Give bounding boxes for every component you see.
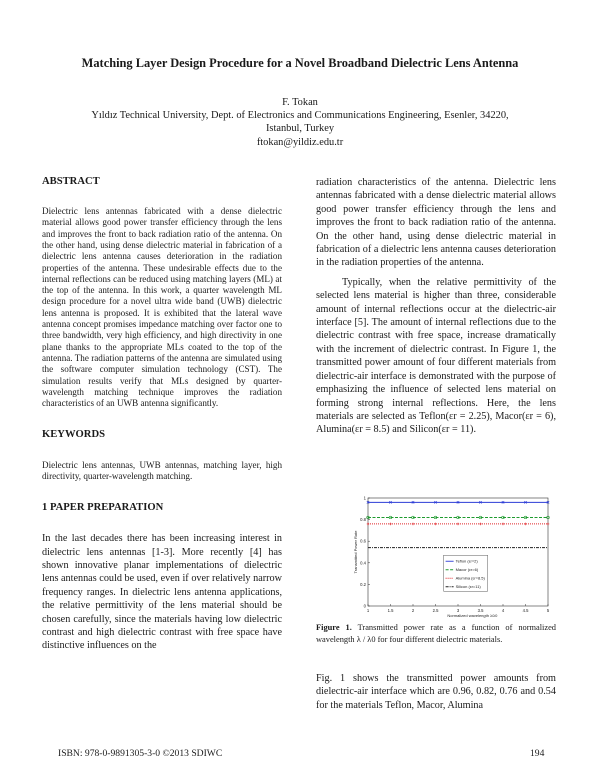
y-tick-label: 0.2 xyxy=(360,581,366,587)
author-email: ftokan@yildiz.edu.tr xyxy=(256,136,344,148)
y-tick-label: 0.6 xyxy=(360,538,366,544)
keywords-text: Dielectric lens antennas, UWB antennas, matching layer, high directivity, quarter-wavelength matching. xyxy=(42,459,282,481)
x-tick-label: 3 xyxy=(456,608,460,613)
section-1-text: In the last decades there has been increasing interest in dielectric lens antennas [1-3]. More recently [4] has shown innovative planar implementations of dielectric lens antennas could be used, even if over relatively narrow frequency ranges. In dielectric lens antenna applications, the relative permittivity of the lens material should be chosen carefully, since the materials having low dielectric contrast and high dielectric contrast with free space have distinctive influences on the xyxy=(42,533,282,652)
y-tick-label: 0.8 xyxy=(360,517,366,523)
abstract-text: Dielectric lens antennas fabricated with a dense dielectric material allows good power transfer efficiency through the lens and improves the front to back radiation ratio of the antenna. On the other hand, using dense dielectric material in fabrication of a dielectric lens antenna causes deterioration in the radiation properties of the antenna. These undesirable effects due to the internal reflections can be reduced using matching layers (ML) at the top of the antenna. In this work, a quarter wavelength ML design procedure for a novel ultra wide band (UWB) dielectric lens antenna is proposed. It is exhibited that the lateral wave antenna concept promises impedance matching over factor one to three bandwidth, very high efficiency, and high directivity in one plane thanks to the appropriate MLs coated to the top of the antenna. The radiation patterns of the antenna are simulated using the software computer simulation technology (CST). The simulation results verify that MLs designed by quarter-wavelength matching technique improves the radiation characteristics of an UWB antenna significantly. xyxy=(42,206,282,409)
abstract-heading: ABSTRACT xyxy=(42,176,100,187)
x-tick-label: 4.5 xyxy=(522,608,529,613)
right-paragraph-1: radiation characteristics of the antenna. Dielectric lens antennas fabricated with a dense dielectric material allows good power transfer efficiency through the lens and improves the front to back radiation ratio of the antenna. On the other hand, using dense dielectric material in fabrication of a dielectric lens antenna causes deterioration in the radiation properties of the antenna. xyxy=(316,177,556,269)
y-tick-label: 0 xyxy=(363,603,366,609)
y-tick-label: 1 xyxy=(363,495,366,501)
x-tick-label: 2.5 xyxy=(432,608,439,613)
x-tick-label: 5 xyxy=(546,608,550,613)
footer-page-number: 194 xyxy=(530,748,545,759)
x-tick-label: 3.5 xyxy=(477,608,484,613)
author-name: F. Tokan xyxy=(282,97,318,108)
caption-text: Transmitted power rate as a function of normalized wavelength λ / λ0 for four different dielectric materials. xyxy=(316,623,556,644)
x-tick-label: 2 xyxy=(411,608,415,613)
legend-label-3: Silicon (εr=11) xyxy=(455,584,481,590)
caption-label: Figure 1. xyxy=(316,623,352,632)
x-tick-label: 4 xyxy=(501,608,505,613)
after-figure-paragraph: Fig. 1 shows the transmitted power amounts from dielectric-air interface which are 0.96, 0.82, 0.76 and 0.54 for the materials Teflon, Macor, Alumina xyxy=(316,673,556,711)
x-axis-label: Normalized wavelength λ/λ0 xyxy=(447,613,498,618)
right-column xyxy=(316,176,556,437)
paper-title: Matching Layer Design Procedure for a Novel Broadband Dielectric Lens Antenna xyxy=(81,56,519,70)
figure-1-caption xyxy=(316,622,556,645)
affiliation-line-2: Istanbul, Turkey xyxy=(265,123,335,135)
affiliation-line-1: Yıldız Technical University, Dept. of Electronics and Communications Engineering, Esenler, 34220, xyxy=(91,110,509,122)
x-tick-label: 1.5 xyxy=(387,608,394,613)
figure-1-chart xyxy=(352,494,552,618)
y-tick-label: 0.4 xyxy=(360,560,366,566)
footer-isbn: ISBN: 978-0-9891305-3-0 ©2013 SDIWC xyxy=(58,748,223,759)
section-1-heading: 1 PAPER PREPARATION xyxy=(42,502,164,514)
right-paragraph-2: Typically, when the relative permittivity of the selected lens material is higher than three, considerable amount of internal reflections occur at the dielectric-air interface [5]. The amount of internal reflections due to the dielectric contrast with free space, increase dramatically with the increment of dielectric contrast. In Figure 1, the transmitted power amount of four different materials from dielectric-air interface is demonstrated with the purpose of emphasizing the influence of selected lens material on forming strong internal reflections. Here, the lens materials are selected as Teflon(εr = 2.25), Macor(εr = 6), Alumina(εr = 8.5) and Silicon(εr = 11). xyxy=(316,276,556,436)
left-column xyxy=(42,176,282,653)
keywords-heading: KEYWORDS xyxy=(42,429,105,441)
legend-label-0: Teflon (εr=2) xyxy=(455,558,478,564)
legend-label-2: Alumina (εr=8.5) xyxy=(455,575,485,581)
x-tick-label: 1 xyxy=(366,608,370,613)
legend-label-1: Macor (εr=6) xyxy=(455,567,479,573)
author-block xyxy=(30,96,570,149)
y-axis-label: Transmitted Power Rate xyxy=(353,530,358,574)
chart-svg xyxy=(352,494,552,618)
